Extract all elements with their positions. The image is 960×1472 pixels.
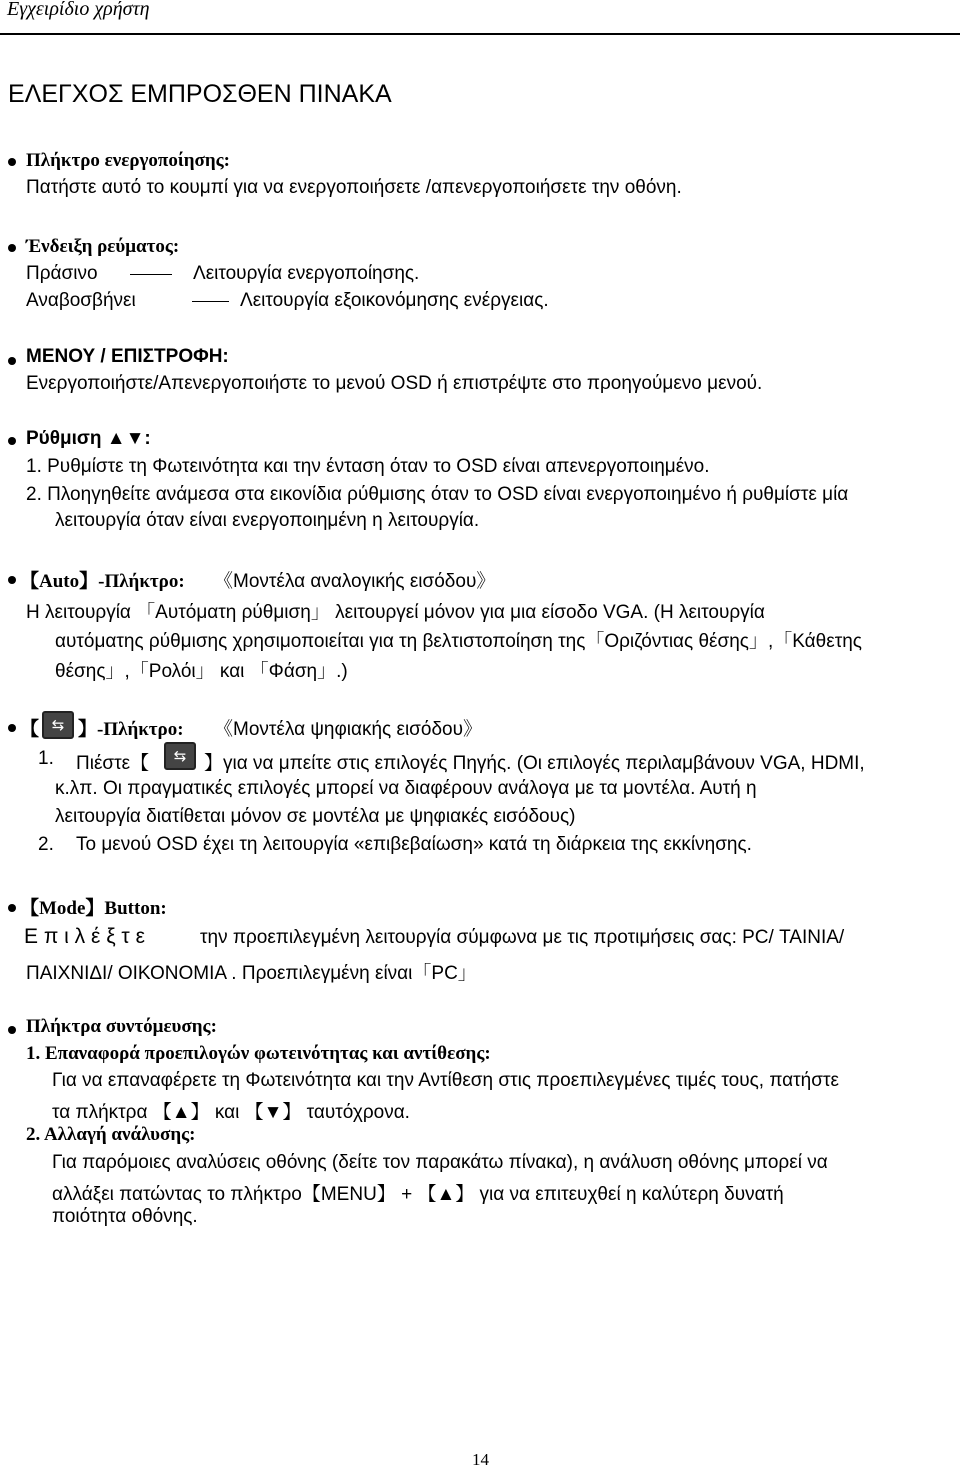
source-item1-post: 】για να μπείτε στις επιλογές Πηγής. (Οι επιλογές περιλαμβάνουν VGA, HDMI,: [204, 753, 865, 774]
auto-heading: 【Auto】-Πλήκτρο:: [20, 571, 185, 592]
indicator-state-green: Πράσινο: [26, 263, 98, 284]
auto-line-2: αυτόματης ρύθμισης χρησιμοποιείται για τη βελτιστοποίηση της「Οριζόντιας θέσης」,「Κάθετης: [55, 631, 862, 652]
mode-line-1a: Ε π ι λ έ ξ τ ε: [24, 925, 145, 948]
shortcuts-heading: Πλήκτρα συντόμευσης:: [26, 1016, 217, 1037]
header-rule: [0, 33, 960, 35]
source-switch-icon: ⇆: [164, 742, 196, 770]
bullet-icon: [8, 724, 16, 732]
source-item2-number: 2.: [38, 834, 54, 855]
auto-line-1: Η λειτουργία 「Αυτόματη ρύθμιση」 λειτουργεί μόνον για μια είσοδο VGA. (Η λειτουργία: [26, 602, 765, 623]
power-heading: Πλήκτρο ενεργοποίησης:: [26, 150, 230, 171]
bullet-icon: [8, 244, 16, 252]
source-switch-icon: ⇆: [42, 711, 74, 739]
adjust-line-2: 2. Πλοηγηθείτε ανάμεσα στα εικονίδια ρύθμισης όταν το OSD είναι ενεργοποιημένο ή ρυθμίστε μία: [26, 484, 849, 505]
indicator-state-blink: Αναβοσβήνει: [26, 290, 136, 311]
auto-model: 《Μοντέλα αναλογικής εισόδου》: [214, 571, 496, 592]
source-item1-line-2: κ.λπ. Οι πραγματικές επιλογές μπορεί να διαφέρουν ανάλογα με τα μοντέλα. Αυτή η: [55, 778, 757, 799]
header-title: Εγχειρίδιο χρήστη: [7, 0, 150, 20]
source-item1-line-3: λειτουργία διατίθεται μόνον σε μοντέλα με ψηφιακές εισόδους): [55, 806, 576, 827]
shortcuts-item1-heading: 1. Επαναφορά προεπιλογών φωτεινότητας και αντίθεσης:: [26, 1043, 491, 1064]
shortcuts-item2-line-3: ποιότητα οθόνης.: [52, 1206, 198, 1227]
bullet-icon: [8, 437, 16, 445]
bullet-icon: [8, 357, 16, 365]
shortcuts-item1-line-2: τα πλήκτρα 【▲】 και 【▼】 ταυτόχρονα.: [52, 1102, 410, 1123]
menu-text: Ενεργοποιήστε/Απενεργοποιήστε το μενού OSD ή επιστρέψτε στο προηγούμενο μενού.: [26, 373, 763, 394]
auto-line-3: θέσης」,「Ρολόι」 και 「Φάση」.): [55, 661, 348, 682]
shortcuts-item1-line-1: Για να επαναφέρετε τη Φωτεινότητα και την Αντίθεση στις προεπιλεγμένες τιμές τους, πατήστε: [52, 1070, 839, 1091]
source-model: 《Μοντέλα ψηφιακής εισόδου》: [214, 719, 483, 740]
page-number: 14: [472, 1450, 489, 1469]
indicator-desc-blink: Λειτουργία εξοικονόμησης ενέργειας.: [240, 290, 549, 311]
bullet-icon: [8, 904, 16, 912]
section-title: ΕΛΕΓΧΟΣ ΕΜΠΡΟΣΘΕΝ ΠΙΝΑΚΑ: [8, 80, 392, 108]
source-item1-number: 1.: [38, 748, 54, 769]
bullet-icon: [8, 1026, 16, 1034]
dash-separator: [192, 301, 229, 302]
shortcuts-item2-heading: 2. Αλλαγή ανάλυσης:: [26, 1124, 196, 1145]
shortcuts-item2-line-2: αλλάξει πατώντας το πλήκτρο【MENU】 + 【▲】 για να επιτευχθεί η καλύτερη δυνατή: [52, 1184, 784, 1205]
source-heading: 】-Πλήκτρο:: [78, 719, 184, 740]
mode-line-2: ΠΑΙΧΝΙΔΙ/ ΟΙΚΟΝΟΜΙΑ . Προεπιλεγμένη είναι「PC」: [26, 963, 477, 984]
indicator-heading: Ένδειξη ρεύματος:: [26, 236, 180, 257]
source-item2-text: Το μενού OSD έχει τη λειτουργία «επιβεβαίωση» κατά τη διάρκεια της εκκίνησης.: [76, 834, 752, 855]
shortcuts-item2-line-1: Για παρόμοιες αναλύσεις οθόνης (δείτε τον παρακάτω πίνακα), η ανάλυση οθόνης μπορεί να: [52, 1152, 828, 1173]
mode-heading: 【Mode】Button:: [20, 898, 167, 919]
source-bracket-open: 【: [20, 719, 40, 740]
source-item1-pre: Πιέστε【: [76, 753, 150, 774]
adjust-line-3: λειτουργία όταν είναι ενεργοποιημένη η λειτουργία.: [55, 510, 480, 531]
adjust-line-1: 1. Ρυθμίστε τη Φωτεινότητα και την ένταση όταν το OSD είναι απενεργοποιημένο.: [26, 456, 710, 477]
adjust-heading: Ρύθμιση ▲▼:: [26, 428, 151, 449]
bullet-icon: [8, 576, 16, 584]
power-text: Πατήστε αυτό το κουμπί για να ενεργοποιήσετε /απενεργοποιήσετε την οθόνη.: [26, 177, 682, 198]
dash-separator: [130, 274, 172, 275]
menu-heading: ΜΕΝΟΥ / ΕΠΙΣΤΡΟΦΗ:: [26, 346, 229, 367]
bullet-icon: [8, 158, 16, 166]
mode-line-1b: την προεπιλεγμένη λειτουργία σύμφωνα με τις προτιμήσεις σας: PC/ ΤΑΙΝΙΑ/: [200, 927, 845, 948]
indicator-desc-green: Λειτουργία ενεργοποίησης.: [193, 263, 420, 284]
